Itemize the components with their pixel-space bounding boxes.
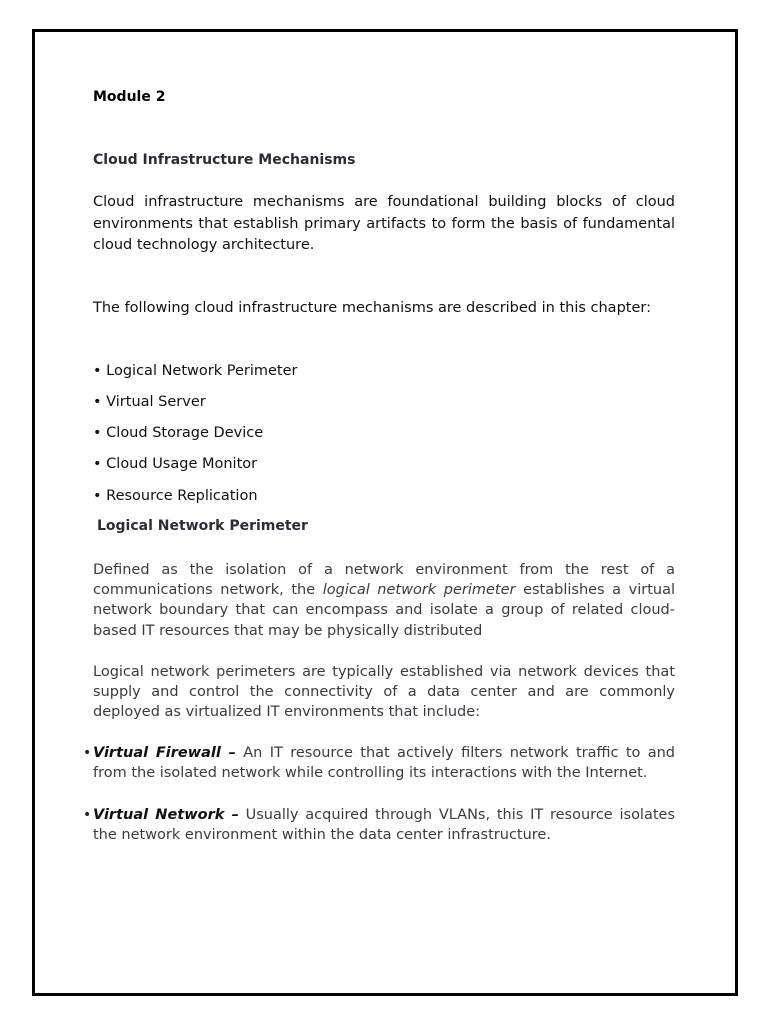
list-item: • Cloud Storage Device xyxy=(93,425,264,441)
definition-paragraph xyxy=(93,560,675,641)
intro-paragraph: Cloud infrastructure mechanisms are foundational building blocks of cloud environments that establish primary artifacts to form the basis of fundamental cloud technology architecture. xyxy=(93,194,675,253)
chapter-intro-paragraph: The following cloud infrastructure mechanisms are described in this chapter: xyxy=(93,300,651,316)
definition-emphasis: logical network perimeter xyxy=(322,582,516,599)
bullet-symbol: • xyxy=(83,807,92,823)
list-item: • Virtual Server xyxy=(93,394,206,410)
section-heading-cloud-infrastructure: Cloud Infrastructure Mechanisms xyxy=(93,152,356,168)
section-heading-logical-network-perimeter: Logical Network Perimeter xyxy=(97,518,308,534)
term-virtual-firewall: Virtual Firewall – xyxy=(93,745,236,761)
definition-text-before: Defined as the isolation of a network environment from the rest of a communications network, the xyxy=(93,562,675,599)
description-virtual-network: Usually acquired through VLANs, this IT resource isolates the network environment within the data center infrastructure. xyxy=(93,807,676,844)
perimeters-paragraph: Logical network perimeters are typically established via network devices that supply and control the connectivity of a data center and are commonly deployed as virtualized IT environments that include: xyxy=(93,664,675,721)
term-virtual-network: Virtual Network – xyxy=(93,807,239,823)
document-page xyxy=(32,29,738,996)
list-item-virtual-network xyxy=(93,805,675,845)
list-item-virtual-firewall xyxy=(93,743,675,783)
description-virtual-firewall: An IT resource that actively filters network traffic to and from the isolated network while controlling its interactions with the Internet. xyxy=(93,745,675,782)
list-item: • Cloud Usage Monitor xyxy=(93,456,258,472)
list-item: • Resource Replication xyxy=(93,488,258,504)
list-item: • Logical Network Perimeter xyxy=(93,363,298,379)
bullet-symbol: • xyxy=(83,745,92,761)
module-title: Module 2 xyxy=(93,89,166,105)
definition-text-after: establishes a virtual network boundary that can encompass and isolate a group of related cloud-based IT resources that may be physically distributed xyxy=(93,582,675,639)
